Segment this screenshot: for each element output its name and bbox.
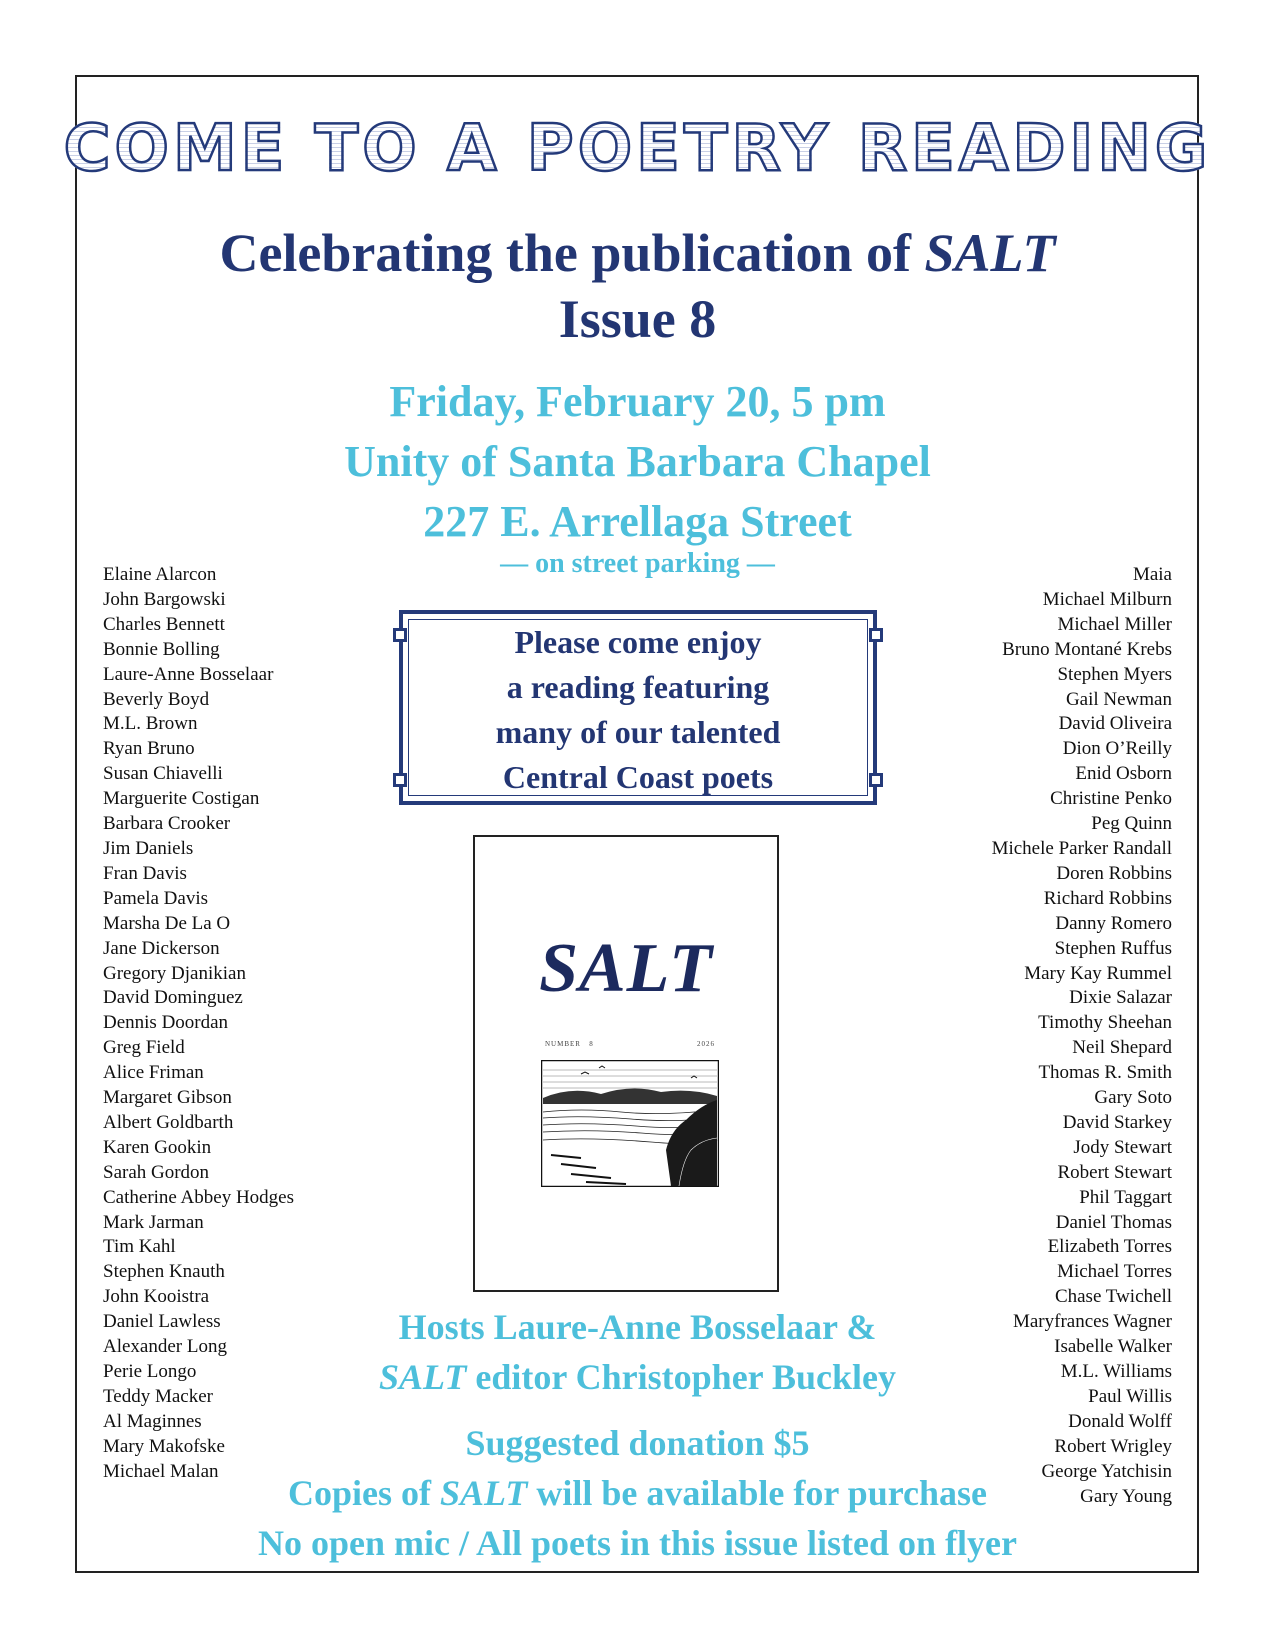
copies-available: Copies of SALT will be available for purchase (287, 1473, 988, 1513)
poet-name: Gregory Djanikian (103, 962, 246, 984)
poet-name: George Yatchisin (1041, 1460, 1172, 1482)
headline: COME TO A POETRY READING (63, 112, 1212, 186)
poet-name: Gail Newman (1065, 688, 1172, 710)
poet-name: Dion O’Reilly (1062, 738, 1172, 760)
poet-name: Doren Robbins (1056, 862, 1172, 884)
editor-line: SALT editor Christopher Buckley (378, 1357, 897, 1397)
donation-info (0, 1418, 1275, 1568)
invitation-box (399, 610, 877, 805)
cover-meta: NUMBER 8 2026 (545, 1040, 715, 1048)
poet-name: Phil Taggart (1079, 1186, 1172, 1208)
poet-name: Richard Robbins (1043, 887, 1172, 909)
celebration-heading: Celebrating the publication of SALT Issue 8 (0, 220, 1275, 352)
poet-name: David Oliveira (1058, 713, 1172, 735)
poet-name: Timothy Sheehan (1038, 1012, 1172, 1034)
poet-name: Beverly Boyd (103, 688, 210, 710)
poet-name: Jody Stewart (1073, 1136, 1172, 1158)
poet-name: Catherine Abbey Hodges (103, 1186, 295, 1208)
poet-name: Gary Soto (1094, 1087, 1172, 1109)
poet-name: Mark Jarman (103, 1211, 204, 1233)
poet-name: Elaine Alarcon (103, 564, 217, 585)
poet-name: Jim Daniels (103, 837, 194, 859)
poet-name: Thomas R. Smith (1038, 1062, 1172, 1084)
poet-name: Daniel Thomas (1055, 1211, 1172, 1233)
poet-name: Daniel Lawless (103, 1311, 221, 1333)
poet-name: John Bargowski (103, 588, 226, 610)
poet-name: Alexander Long (103, 1336, 227, 1358)
poet-name: Greg Field (103, 1037, 185, 1059)
poet-name: Karen Gookin (103, 1136, 212, 1158)
poet-name: Laure-Anne Bosselaar (103, 663, 274, 685)
poet-name: Stephen Ruffus (1054, 937, 1172, 959)
poet-name: Gary Young (1080, 1485, 1172, 1507)
coastal-landscape-illustration (541, 1060, 719, 1187)
poet-name: Ryan Bruno (103, 738, 195, 760)
poet-name: Elizabeth Torres (1047, 1236, 1172, 1258)
poet-name: Michael Malan (103, 1460, 219, 1482)
invite-line: Central Coast poets (502, 759, 774, 795)
poet-name: Christine Penko (1050, 788, 1172, 810)
poet-name: Sarah Gordon (103, 1161, 210, 1183)
poet-name: Robert Wrigley (1054, 1435, 1172, 1457)
poet-name: Dixie Salazar (1069, 987, 1172, 1009)
poet-name: Mary Kay Rummel (1024, 962, 1172, 984)
poet-name: Perie Longo (103, 1361, 197, 1382)
poet-name: Pamela Davis (103, 887, 209, 909)
poet-name: Bruno Montané Krebs (1002, 638, 1172, 660)
suggested-donation: Suggested donation $5 (465, 1423, 810, 1463)
poet-name: Paul Willis (1088, 1385, 1172, 1407)
event-date-time: Friday, February 20, 5 pm (389, 377, 886, 426)
poet-name: Maia (1132, 564, 1172, 585)
poet-name: Dennis Doordan (103, 1012, 229, 1034)
poet-name: Susan Chiavelli (103, 763, 223, 785)
poet-name: Isabelle Walker (1054, 1336, 1172, 1358)
poet-name: Robert Stewart (1057, 1161, 1172, 1183)
invite-line: a reading featuring (506, 669, 770, 705)
poet-name: Albert Goldbarth (103, 1111, 234, 1133)
event-address: 227 E. Arrellaga Street (423, 497, 852, 546)
poet-name: Chase Twichell (1054, 1286, 1172, 1308)
poet-name: Al Maginnes (103, 1410, 202, 1432)
invite-line: Please come enjoy (514, 624, 762, 660)
poet-name: Alice Friman (103, 1062, 204, 1084)
open-mic-note: No open mic / All poets in this issue listed on flyer (257, 1523, 1018, 1563)
parking-note: — on street parking — (500, 548, 775, 579)
poet-name: Charles Bennett (103, 613, 225, 635)
poet-name: Michael Milburn (1042, 588, 1172, 610)
poet-name: Donald Wolff (1068, 1410, 1172, 1432)
poet-name: M.L. Brown (103, 713, 198, 735)
poet-name: David Starkey (1062, 1111, 1172, 1133)
poet-name: Fran Davis (103, 862, 187, 884)
journal-name: SALT (924, 223, 1056, 283)
poet-name: Neil Shepard (1072, 1037, 1172, 1059)
poet-name: Enid Osborn (1075, 763, 1172, 785)
poet-name: Margaret Gibson (103, 1087, 232, 1109)
poet-name: Teddy Macker (103, 1385, 213, 1407)
poet-name: Stephen Myers (1057, 663, 1172, 685)
poet-name: Michele Parker Randall (991, 837, 1172, 859)
poet-name: David Dominguez (103, 987, 243, 1009)
event-details (0, 372, 1275, 552)
poet-name: Danny Romero (1055, 912, 1172, 934)
poet-name: Marguerite Costigan (103, 788, 260, 810)
poet-name: M.L. Williams (1060, 1361, 1172, 1382)
cover-title: SALT (539, 930, 713, 1007)
poet-name: Mary Makofske (103, 1435, 225, 1457)
hosts (0, 1302, 1275, 1402)
poet-name: Barbara Crooker (103, 813, 231, 835)
salt-cover-image (473, 835, 779, 1292)
poet-name: Tim Kahl (103, 1236, 176, 1258)
poet-name: Michael Torres (1057, 1261, 1172, 1283)
poet-name: John Kooistra (103, 1286, 210, 1308)
poet-name: Peg Quinn (1091, 813, 1172, 835)
event-venue: Unity of Santa Barbara Chapel (344, 437, 931, 486)
invite-line: many of our talented (495, 714, 781, 750)
issue-number: Issue 8 (558, 289, 717, 349)
poet-name: Michael Miller (1057, 613, 1172, 635)
poet-name: Stephen Knauth (103, 1261, 225, 1283)
poet-name: Maryfrances Wagner (1012, 1311, 1172, 1333)
hosts-line: Hosts Laure-Anne Bosselaar & (398, 1307, 877, 1347)
poet-name: Bonnie Bolling (103, 638, 220, 660)
poet-name: Jane Dickerson (103, 937, 220, 959)
poet-name: Marsha De La O (103, 912, 231, 934)
